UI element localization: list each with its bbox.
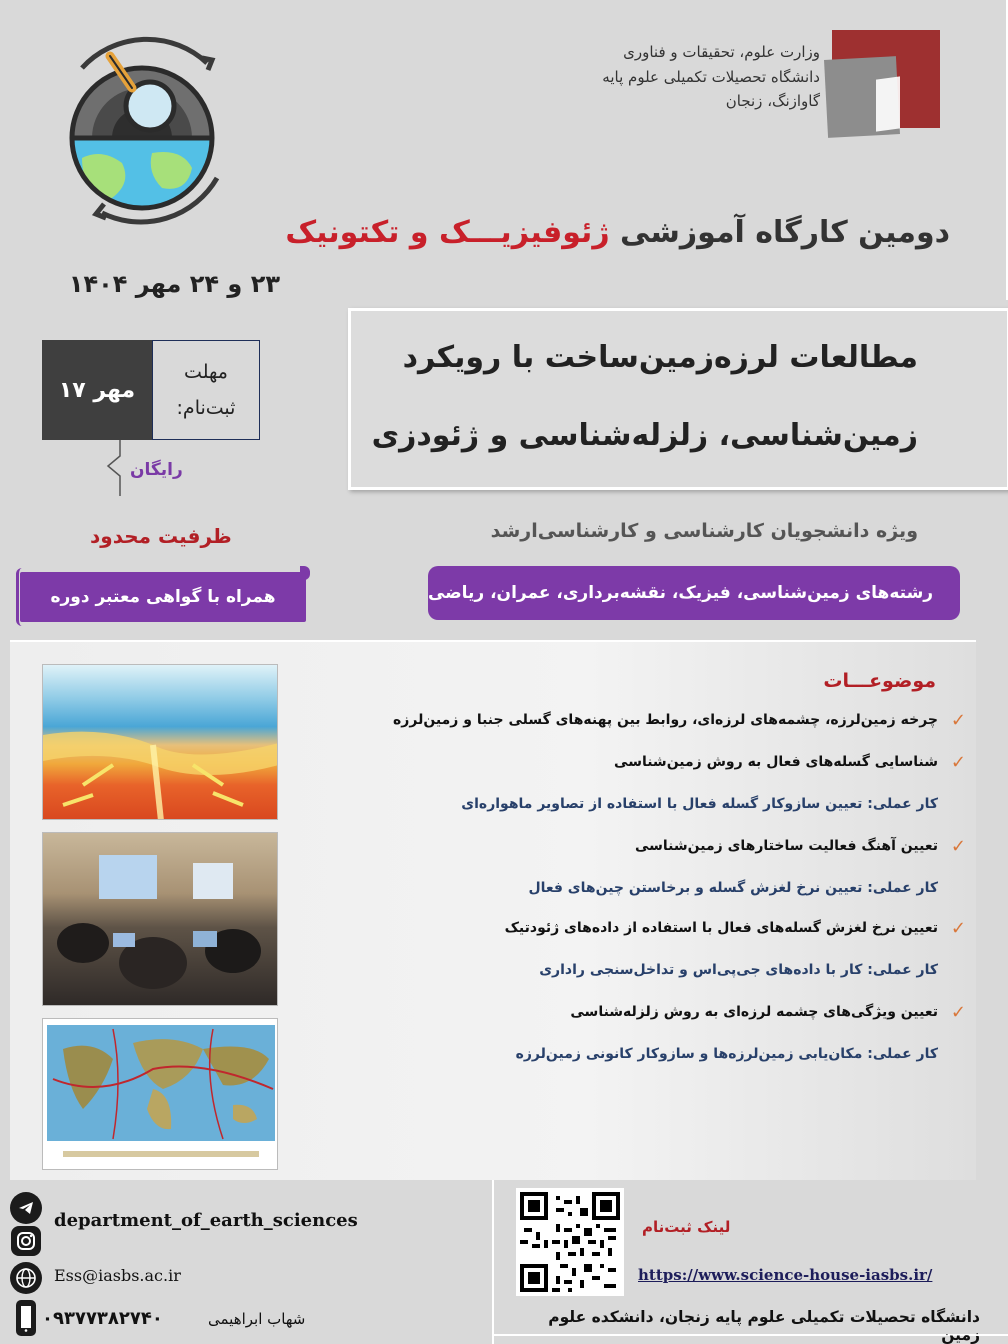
qr-code[interactable]	[516, 1188, 624, 1296]
instagram-icon[interactable]	[11, 1226, 41, 1256]
practice-item: کار عملی: کار با داده‌های جی‌پی‌اس و تداخل‌سنجی راداری	[539, 962, 938, 978]
topic-text: چرخه زمین‌لرزه، چشمه‌های لرزه‌ای، روابط بین پهنه‌های گسلی جنبا و زمین‌لرزه	[393, 712, 938, 728]
email-address[interactable]: Ess@iasbs.ac.ir	[54, 1266, 181, 1285]
telegram-icon[interactable]	[10, 1192, 42, 1224]
subject-line-2: زمین‌شناسی، زلزله‌شناسی و ژئودزی	[371, 418, 918, 453]
practice-item: کار عملی: تعیین نرخ لغزش گسله و برخاستن چین‌های فعال	[528, 880, 938, 896]
topic-item	[318, 918, 966, 939]
workshop-classroom-image	[42, 832, 278, 1006]
connector-line	[106, 440, 126, 496]
topic-item	[318, 710, 966, 731]
registration-link-label: لینک ثبت‌نام	[642, 1218, 731, 1236]
check-icon: ✓	[950, 918, 966, 939]
tectonic-plates-image	[42, 664, 278, 820]
ministry-line: وزارت علوم، تحقیقات و فناوری	[623, 43, 820, 61]
contact-name: شهاب ابراهیمی	[208, 1310, 306, 1328]
phone-number[interactable]: ۰۹۳۷۷۳۸۲۷۴۰	[42, 1308, 163, 1329]
topic-text: تعیین آهنگ فعالیت ساختارهای زمین‌شناسی	[634, 838, 938, 854]
check-icon: ✓	[950, 836, 966, 857]
deadline-label: مهلت ثبت‌نام:	[152, 340, 260, 440]
check-icon: ✓	[950, 1002, 966, 1023]
subject-box	[348, 308, 1008, 490]
workshop-dates: ۲۳ و ۲۴ مهر ۱۴۰۴	[68, 270, 280, 298]
workshop-title	[230, 208, 950, 258]
university-line: دانشگاه تحصیلات تکمیلی علوم پایه	[602, 67, 820, 86]
fields-text: رشته‌های زمین‌شناسی، فیزیک، نقشه‌برداری، عمران، ریاضی	[428, 583, 934, 603]
topic-item	[318, 836, 966, 857]
ministry-text	[520, 40, 820, 114]
check-icon: ✓	[950, 710, 966, 731]
geophysics-emblem-icon	[42, 28, 242, 228]
audience-text: ویژه دانشجویان کارشناسی و کارشناسی‌ارشد	[490, 520, 918, 542]
practice-item: کار عملی: مکان‌یابی زمین‌لرزه‌ها و سازوکار کانونی زمین‌لرزه	[515, 1046, 938, 1062]
university-logo-highlight	[876, 76, 900, 131]
phone-icon[interactable]	[16, 1300, 36, 1336]
title-part-2: ژئوفیزیـــک و تکتونیک	[285, 215, 610, 250]
globe-icon[interactable]	[10, 1262, 42, 1294]
check-icon: ✓	[950, 752, 966, 773]
fee-text: رایگان	[130, 460, 183, 480]
university-footer-text: دانشگاه تحصیلات تکمیلی علوم پایه زنجان، دانشکده علوم زمین	[548, 1308, 980, 1344]
subject-line-1: مطالعات لرزه‌زمین‌ساخت با رویکرد	[402, 340, 918, 375]
practice-item: کار عملی: تعیین سازوکار گسله فعال با استفاده از تصاویر ماهواره‌ای	[461, 796, 938, 812]
capacity-text: ظرفیت محدود	[90, 524, 232, 548]
certificate-banner: همراه با گواهی معتبر دوره	[20, 572, 306, 622]
topic-text: شناسایی گسله‌های فعال به روش زمین‌شناسی	[614, 754, 938, 770]
topic-item	[318, 752, 966, 773]
registration-url-link[interactable]: https://www.science-house-iasbs.ir/	[638, 1266, 933, 1284]
fields-pill	[428, 566, 960, 620]
topic-text: تعیین ویژگی‌های چشمه لرزه‌ای به روش زلزله‌شناسی	[570, 1004, 938, 1020]
instagram-handle[interactable]: department_of_earth_sciences	[54, 1210, 358, 1231]
topic-item	[318, 1002, 966, 1023]
location-line: گاوازنگ، زنجان	[725, 92, 820, 110]
deadline-value: ۱۷ مهر	[42, 340, 152, 440]
title-part-1: دومین کارگاه آموزشی	[620, 215, 950, 250]
topics-heading: موضوعـــات	[823, 670, 936, 692]
topic-text: تعیین نرخ لغزش گسله‌های فعال با استفاده از داده‌های ژئودتیک	[504, 920, 938, 936]
footer-divider	[492, 1180, 494, 1344]
world-fault-map-image	[42, 1018, 278, 1170]
